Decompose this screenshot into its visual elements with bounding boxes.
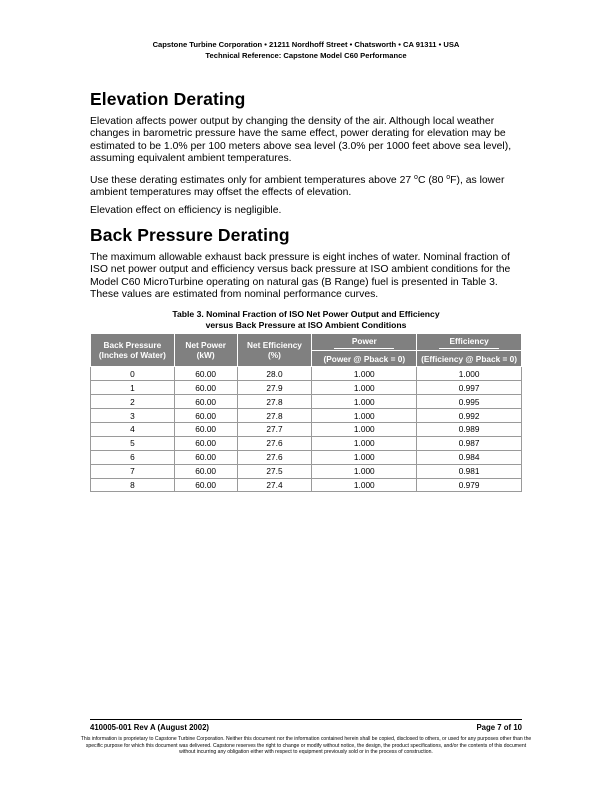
cell-net-power: 60.00 (174, 423, 237, 437)
cell-efficiency-fraction: 0.989 (417, 423, 522, 437)
cell-power-fraction: 1.000 (312, 436, 417, 450)
cell-power-fraction: 1.000 (312, 464, 417, 478)
cell-back-pressure: 0 (91, 367, 175, 381)
cell-net-efficiency: 27.9 (237, 381, 312, 395)
cell-net-efficiency: 28.0 (237, 367, 312, 381)
cell-power-fraction: 1.000 (312, 450, 417, 464)
cell-net-power: 60.00 (174, 436, 237, 450)
elevation-derating-heading: Elevation Derating (90, 89, 246, 109)
cell-efficiency-fraction: 1.000 (417, 367, 522, 381)
cell-net-power: 60.00 (174, 395, 237, 409)
header-power-fraction-line (334, 348, 394, 349)
header-address: Capstone Turbine Corporation • 21211 Nordhoff Street • Chatsworth • CA 91311 • USA (152, 40, 460, 49)
cell-efficiency-fraction: 0.984 (417, 450, 522, 464)
table-row (91, 381, 522, 395)
cell-net-efficiency: 27.6 (237, 436, 312, 450)
cell-power-fraction: 1.000 (312, 381, 417, 395)
table-title-line-2: versus Back Pressure at ISO Ambient Conditions (205, 319, 407, 330)
header-back-pressure (91, 334, 175, 367)
cell-net-power: 60.00 (174, 409, 237, 423)
table-row (91, 436, 522, 450)
table-title (90, 309, 522, 330)
table-row (91, 450, 522, 464)
cell-net-efficiency: 27.6 (237, 450, 312, 464)
cell-back-pressure: 7 (91, 464, 175, 478)
cell-net-power: 60.00 (174, 381, 237, 395)
footer-divider (90, 719, 522, 720)
cell-power-fraction: 1.000 (312, 367, 417, 381)
header-net-power-line-2: (kW) (196, 350, 215, 361)
header-efficiency (417, 334, 522, 351)
header-net-power-line-1: Net Power (185, 340, 226, 351)
header-power-sub: (Power @ Pback = 0) (312, 350, 417, 367)
elevation-paragraph-2-part-a: Use these derating estimates only for ambient temperatures above 27 (90, 174, 415, 186)
page-header (0, 39, 612, 61)
header-back-pressure-line-1: Back Pressure (103, 340, 162, 351)
elevation-paragraph-1: Elevation affects power output by changing the density of the air. Although local weather changes in barometric pressure have the same effect, power derating for elevation may be estimated to be 1.0% per 100 meters above sea level (3.0% per 1000 feet above sea level), assuming equivalent ambient temperatures. (90, 116, 512, 165)
footer-page-number: Page 7 of 10 (476, 723, 522, 732)
cell-net-efficiency: 27.4 (237, 478, 312, 492)
header-net-efficiency-line-1: Net Efficiency (247, 340, 302, 351)
header-net-efficiency-line-2: (%) (268, 350, 281, 361)
cell-back-pressure: 4 (91, 423, 175, 437)
cell-back-pressure: 6 (91, 450, 175, 464)
cell-net-power: 60.00 (174, 464, 237, 478)
cell-efficiency-fraction: 0.997 (417, 381, 522, 395)
cell-efficiency-fraction: 0.981 (417, 464, 522, 478)
cell-efficiency-fraction: 0.992 (417, 409, 522, 423)
cell-back-pressure: 1 (91, 381, 175, 395)
cell-efficiency-fraction: 0.987 (417, 436, 522, 450)
cell-net-efficiency: 27.8 (237, 395, 312, 409)
cell-power-fraction: 1.000 (312, 478, 417, 492)
header-net-power (174, 334, 237, 367)
cell-power-fraction: 1.000 (312, 395, 417, 409)
header-efficiency-fraction-line (439, 348, 499, 349)
back-pressure-table (90, 333, 522, 492)
cell-net-efficiency: 27.8 (237, 409, 312, 423)
header-power-label: Power (351, 335, 377, 346)
header-efficiency-sub: (Efficiency @ Pback = 0) (417, 350, 522, 367)
elevation-paragraph-2 (90, 172, 522, 200)
header-power (312, 334, 417, 351)
cell-net-efficiency: 27.7 (237, 423, 312, 437)
cell-net-efficiency: 27.5 (237, 464, 312, 478)
cell-net-power: 60.00 (174, 367, 237, 381)
table-title-line-1: Table 3. Nominal Fraction of ISO Net Power Output and Efficiency (172, 309, 440, 320)
cell-power-fraction: 1.000 (312, 409, 417, 423)
cell-back-pressure: 2 (91, 395, 175, 409)
table-row (91, 478, 522, 492)
header-net-efficiency (237, 334, 312, 367)
cell-back-pressure: 8 (91, 478, 175, 492)
cell-net-power: 60.00 (174, 450, 237, 464)
elevation-paragraph-2-part-b: C (80 (417, 174, 447, 186)
table-row (91, 367, 522, 381)
cell-power-fraction: 1.000 (312, 423, 417, 437)
cell-efficiency-fraction: 0.979 (417, 478, 522, 492)
cell-efficiency-fraction: 0.995 (417, 395, 522, 409)
degree-mark: o (446, 173, 451, 181)
header-reference: Technical Reference: Capstone Model C60 Performance (205, 51, 407, 60)
elevation-paragraph-3: Elevation effect on efficiency is negligible. (90, 205, 282, 217)
back-pressure-paragraph: The maximum allowable exhaust back pressure is eight inches of water. Nominal fraction of ISO net power output and efficiency versus back pressure at ISO ambient conditions for the Model C60 MicroTurbine operating on natural gas (B Range) fuel is presented in Table 3. These values are estimated from nominal performance curves. (90, 251, 511, 301)
footer-proprietary-note: This information is proprietary to Capstone Turbine Corporation. Neither this document nor the information contained herein shall be copied, disclosed to others, or used for any purposes other than the specific purpose for which this document was delivered. Capstone reserves the right to change or modify without notice, the design, the product specifications, and/or the contents of this document without incurring any obligation either with respect to equipment previously sold or in the process of construction. (80, 736, 532, 756)
page-content (90, 88, 522, 492)
footer-doc-id: 410005-001 Rev A (August 2002) (90, 723, 210, 732)
cell-net-power: 60.00 (174, 478, 237, 492)
degree-mark: o (414, 173, 418, 181)
cell-back-pressure: 5 (91, 436, 175, 450)
cell-back-pressure: 3 (91, 409, 175, 423)
table-row (91, 464, 522, 478)
table-row (91, 423, 522, 437)
elevation-paragraph-2-part-c: F), as lower ambient temperatures may offset the effects of elevation. (90, 174, 505, 199)
header-efficiency-label: Efficiency (449, 335, 489, 346)
table-row (91, 395, 522, 409)
back-pressure-heading: Back Pressure Derating (90, 224, 290, 245)
header-back-pressure-line-2: (Inches of Water) (98, 350, 166, 361)
table-row (91, 409, 522, 423)
